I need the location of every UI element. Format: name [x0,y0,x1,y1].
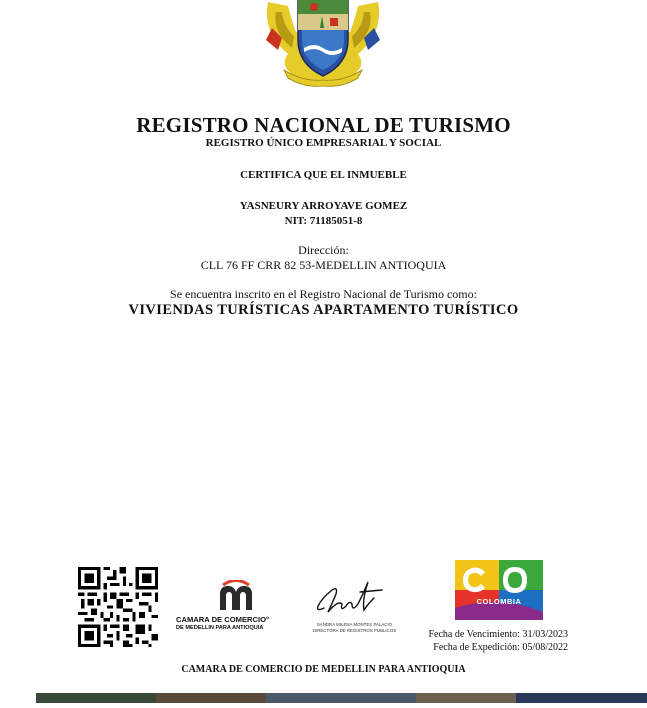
address-label: Dirección: [298,243,349,257]
document-title: REGISTRO NACIONAL DE TURISMO [136,113,511,137]
signatory-name: SANDRA MILENA MONTES PALACIO [316,622,393,627]
registration-label: Se encuentra inscrito en el Registro Nacional de Turismo como: [170,287,477,301]
signature-block [302,578,407,638]
ccm-logo-line1: CAMARA DE COMERCIO° [176,615,270,624]
footer-photo-strip [36,690,647,700]
document-subtitle: REGISTRO ÚNICO EMPRESARIAL Y SOCIAL [205,137,442,149]
qr-code[interactable] [78,567,158,647]
owner-nit: NIT: 71185051-8 [284,215,363,227]
issuer-footer: CAMARA DE COMERCIO DE MEDELLIN PARA ANTIOQUIA [181,664,466,675]
expiry-date: Fecha de Vencimiento: 31/03/2023 [428,629,568,640]
colombia-logo-text: COLOMBIA [476,597,522,606]
camara-de-comercio-logo [176,580,298,640]
ccm-logo-line2: DE MEDELLIN PARA ANTIOQUIA [176,625,264,631]
issue-date: Fecha de Expedición: 05/08/2022 [433,642,568,653]
registration-category: VIVIENDAS TURÍSTICAS APARTAMENTO TURÍSTICO [128,302,519,318]
colombia-co-logo [455,560,543,620]
address-value: CLL 76 FF CRR 82 53-MEDELLIN ANTIOQUIA [200,258,447,272]
signatory-role: DIRECTORA DE REGISTROS PÚBLICOS [312,628,397,633]
coat-of-arms-emblem [258,0,388,90]
owner-name: YASNEURY ARROYAVE GOMEZ [239,200,408,212]
handwritten-signature [302,578,407,620]
certification-statement: CERTIFICA QUE EL INMUEBLE [240,169,407,181]
